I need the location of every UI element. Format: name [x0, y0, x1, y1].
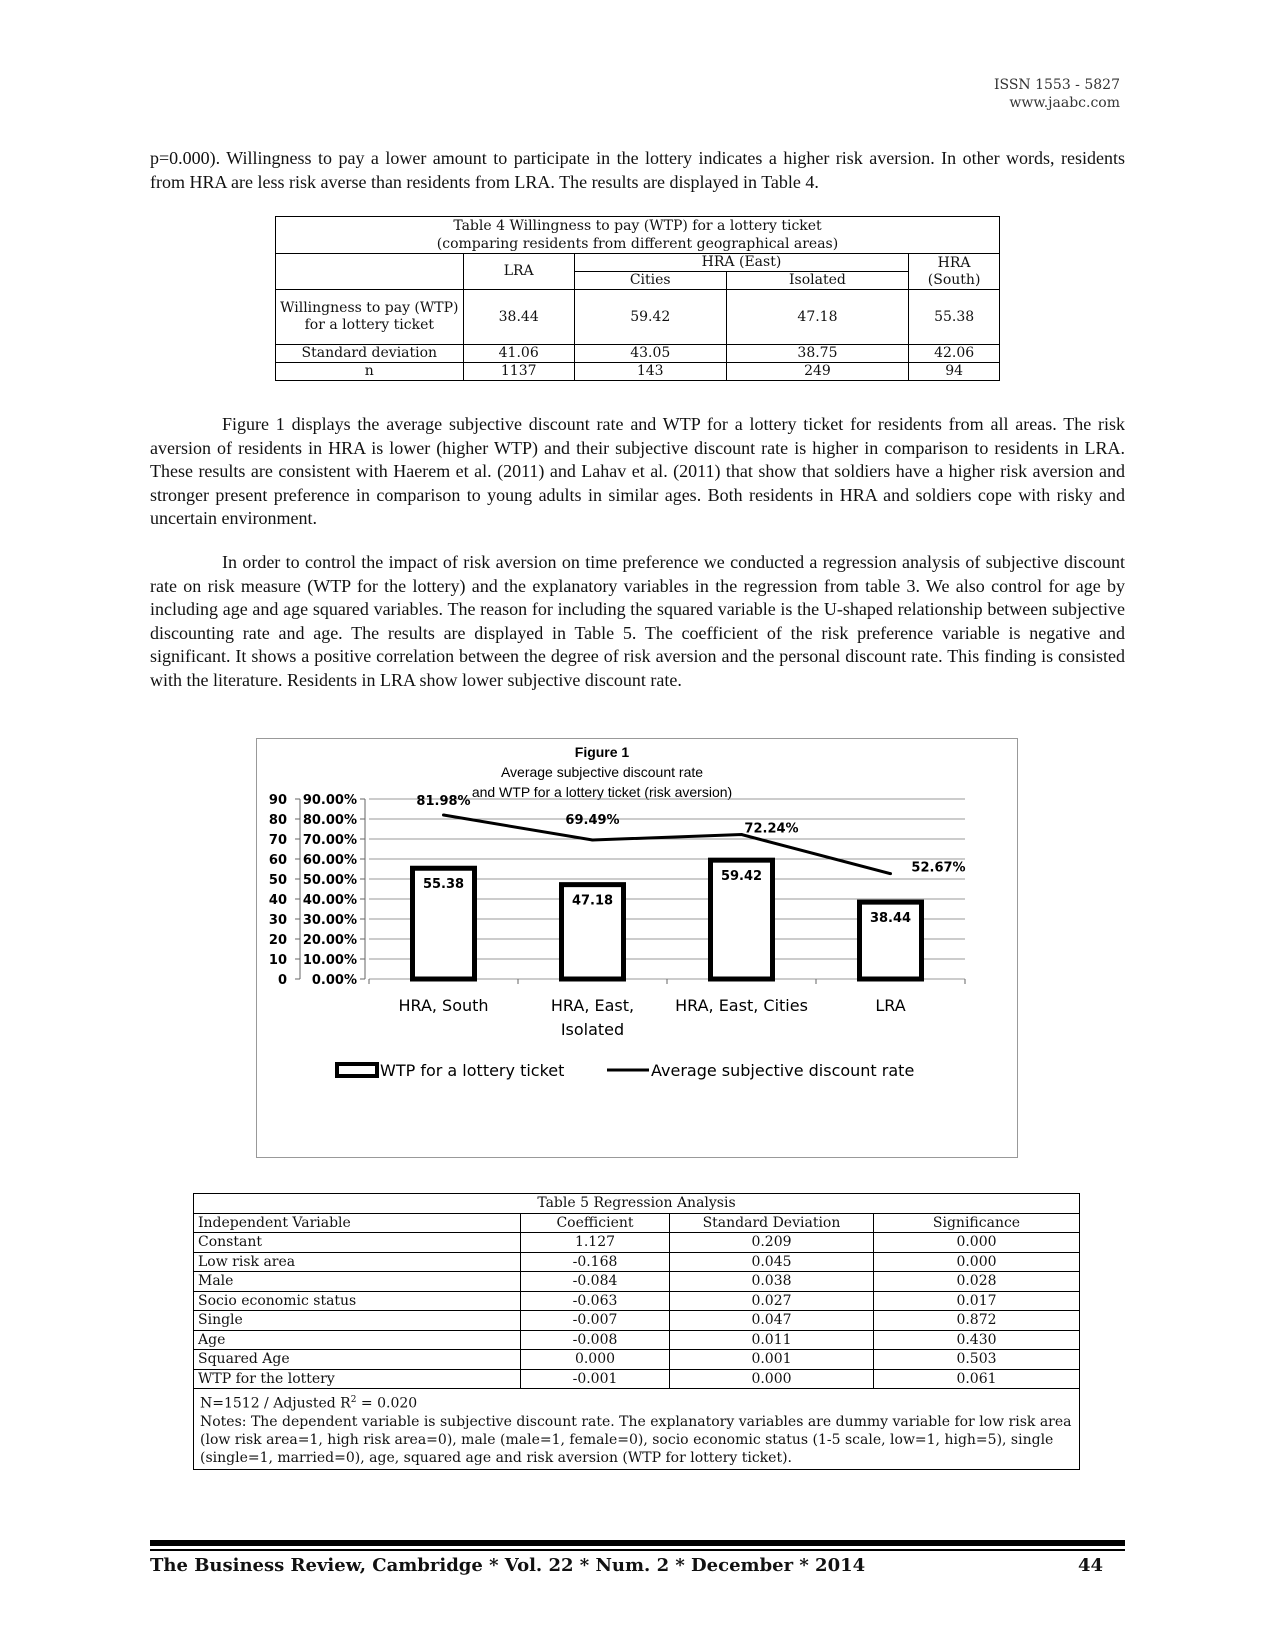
table-5 — [193, 1193, 1080, 1470]
table-row: Socio economic status -0.063 0.027 0.017 — [194, 1291, 1080, 1311]
table4-header-hra-east: HRA (East) — [574, 254, 908, 272]
figure-1 — [256, 738, 1018, 1158]
paragraph-3: In order to control the impact of risk aversion on time preference we conducted a regression analysis of subjective discount rate on risk measure (WTP for the lottery) and the explanatory variables in the regression from table 3. We also control for age by including age and age squared variables. The reason for including the squared variable is the U-shaped relationship between subjective discounting rate and age. The results are displayed in Table 5. The coefficient of the risk preference variable is negative and significant. It shows a positive correlation between the degree of risk aversion and the personal discount rate. This finding is consisted with the literature. Residents in LRA show lower subjective discount rate. — [150, 552, 1125, 690]
right-tick-label: 80.00% — [302, 813, 357, 828]
paragraph-1: p=0.000). Willingness to pay a lower amount to participate in the lottery indicates a higher risk aversion. In other words, residents from HRA are less risk averse than residents from LRA. The results are displayed in Table 4. — [150, 148, 1125, 192]
figure-subtitle: and WTP for a lottery ticket (risk aversion) — [471, 784, 733, 800]
table-4 — [275, 216, 1000, 381]
table4-header-lra: LRA — [463, 254, 574, 290]
left-tick-label: 50 — [268, 873, 287, 888]
left-tick-label: 80 — [268, 813, 287, 828]
table-row: Male -0.084 0.038 0.028 — [194, 1272, 1080, 1292]
paragraph-2: Figure 1 displays the average subjective discount rate and WTP for a lottery ticket for residents from all areas. The risk aversion of residents in HRA is lower (higher WTP) and their subjective discount rate is higher in comparison to residents in LRA. These results are consistent with Haerem et al. (2011) and Lahav et al. (2011) that show that soldiers have a higher risk aversion and stronger present preference in comparison to young adults in similar ages. Both residents in HRA and soldiers cope with risky and uncertain environment. — [150, 414, 1125, 529]
discount-rate-point — [889, 872, 892, 875]
discount-rate-line — [444, 815, 891, 874]
table4-header-isolated: Isolated — [726, 272, 909, 290]
figure-subtitle: Average subjective discount rate — [500, 764, 704, 780]
issn-header — [994, 76, 1120, 112]
right-tick-label: 60.00% — [302, 853, 357, 868]
wtp-bar-label: 47.18 — [571, 893, 614, 909]
left-tick-label: 20 — [268, 933, 287, 948]
left-tick-label: 10 — [268, 953, 287, 968]
table-row: Constant 1.127 0.209 0.000 — [194, 1233, 1080, 1253]
wtp-bar-label: 59.42 — [720, 869, 763, 885]
table-row: Standard deviation 41.06 43.05 38.75 42.06 — [276, 345, 1000, 363]
table-row: Age -0.008 0.011 0.430 — [194, 1330, 1080, 1350]
journal-website: www.jaabc.com — [1009, 95, 1120, 111]
issn-number: ISSN 1553 - 5827 — [993, 77, 1120, 93]
table5-notes-text: Notes: The dependent variable is subjective discount rate. The explanatory variables are dummy variable for low risk area (low risk area=1, high risk area=0), male (male=1, female=0), socio economic status (1-5 scale, low=1, high=5), single (single=1, married=0), age, squared age and risk aversion (WTP for lottery ticket). — [200, 1413, 1072, 1466]
right-tick-label: 10.00% — [302, 953, 357, 968]
right-tick-label: 20.00% — [302, 933, 357, 948]
wtp-bar-label: 38.44 — [869, 911, 912, 927]
category-label: Isolated — [560, 1020, 625, 1039]
discount-rate-label: 72.24% — [744, 821, 799, 837]
figure-1-chart — [257, 739, 1017, 1157]
table5-header-row — [194, 1213, 1080, 1233]
legend-line-label: Average subjective discount rate — [651, 1061, 915, 1080]
right-tick-label: 50.00% — [302, 873, 357, 888]
discount-rate-point — [591, 839, 594, 842]
category-label: HRA, South — [398, 996, 489, 1015]
figure-title: Figure 1 — [574, 744, 630, 760]
table5-header-sd: Standard Deviation — [670, 1213, 874, 1233]
category-label: HRA, East, — [550, 996, 635, 1015]
table5-header-significance: Significance — [874, 1213, 1080, 1233]
right-tick-label: 90.00% — [302, 793, 357, 808]
page-number: 44 — [1077, 1555, 1103, 1576]
table-row: n 1137 143 249 94 — [276, 363, 1000, 381]
left-tick-label: 60 — [268, 853, 287, 868]
table5-n: N=1512 / Adjusted $R^2 = 0.020$ — [200, 1395, 418, 1412]
footer-journal: The Business Review, Cambridge * Vol. 22 * Num. 2 * December * 2014 — [150, 1555, 866, 1576]
footer-rule — [150, 1540, 1125, 1546]
category-label: LRA — [875, 996, 906, 1015]
right-tick-label: 30.00% — [302, 913, 357, 928]
left-tick-label: 90 — [268, 793, 287, 808]
right-tick-label: 70.00% — [302, 833, 357, 848]
table5-header-variable: Independent Variable — [194, 1213, 521, 1233]
table5-title: Table 5 Regression Analysis — [194, 1194, 1080, 1214]
legend-bar-label: WTP for a lottery ticket — [380, 1061, 565, 1080]
left-tick-label: 0 — [277, 973, 287, 988]
table5-header-coefficient: Coefficient — [521, 1213, 670, 1233]
table4-title: Table 4 Willingness to pay (WTP) for a lottery ticket (comparing residents from different geographical areas) — [276, 217, 1000, 254]
left-tick-label: 40 — [268, 893, 287, 908]
wtp-bar-label: 55.38 — [422, 877, 465, 893]
table-row: WTP for the lottery -0.001 0.000 0.061 — [194, 1369, 1080, 1389]
table-row: Single -0.007 0.047 0.872 — [194, 1311, 1080, 1331]
right-tick-label: 40.00% — [302, 893, 357, 908]
discount-rate-point — [442, 814, 445, 817]
legend-bar-swatch — [337, 1064, 377, 1076]
table-row: Low risk area -0.168 0.045 0.000 — [194, 1252, 1080, 1272]
table5-notes — [194, 1389, 1080, 1470]
discount-rate-label: 52.67% — [911, 860, 966, 876]
left-tick-label: 70 — [268, 833, 287, 848]
table4-header-hra-south: HRA (South) — [909, 254, 1000, 290]
discount-rate-label: 81.98% — [416, 794, 471, 810]
category-label: HRA, East, Cities — [675, 996, 808, 1015]
table-row: Willingness to pay (WTP) for a lottery ticket 38.44 59.42 47.18 55.38 — [276, 290, 1000, 345]
table4-header-cities: Cities — [574, 272, 726, 290]
footer-rule-thin — [150, 1549, 1125, 1551]
left-tick-label: 30 — [268, 913, 287, 928]
discount-rate-label: 69.49% — [565, 813, 620, 829]
table4-corner — [276, 254, 464, 290]
discount-rate-point — [740, 833, 743, 836]
table-row: Squared Age 0.000 0.001 0.503 — [194, 1350, 1080, 1370]
right-tick-label: 0.00% — [311, 973, 357, 988]
